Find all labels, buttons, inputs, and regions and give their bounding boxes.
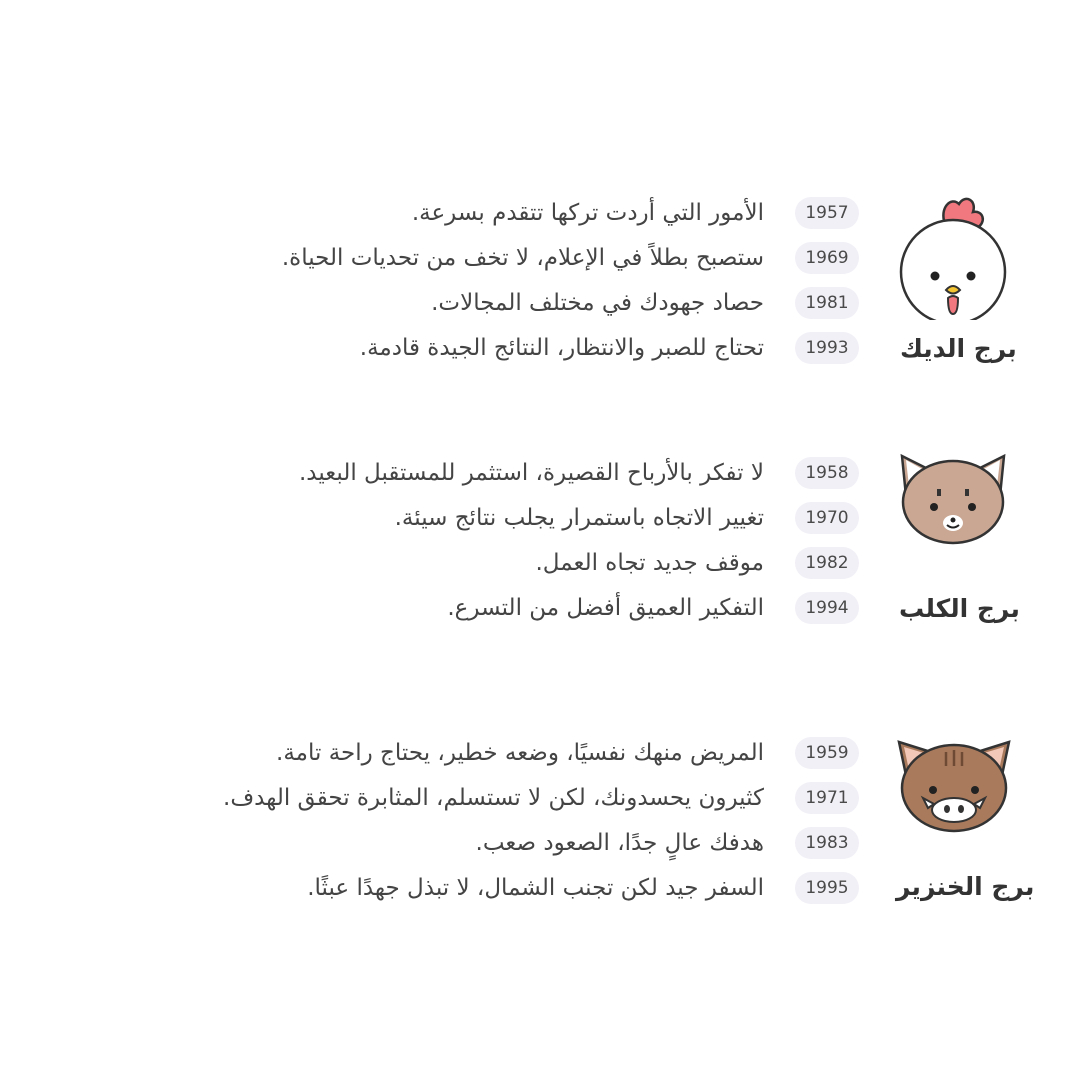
year-badge: 1983 [795,827,859,859]
fortune-text: حصاد جهودك في مختلف المجالات. [431,290,764,316]
sign-title-rooster: برج الديك [900,334,1017,363]
fortune-text: كثيرون يحسدونك، لكن لا تستسلم، المثابرة تحقق الهدف. [223,785,764,811]
list-item [0,502,1080,542]
list-item [0,457,1080,497]
sign-title-dog: برج الكلب [899,594,1020,623]
fortune-text: تحتاج للصبر والانتظار، النتائج الجيدة قادمة. [359,335,764,361]
year-badge: 1995 [795,872,859,904]
year-badge: 1971 [795,782,859,814]
sign-title-pig: برج الخنزير [896,872,1035,901]
fortune-text: موقف جديد تجاه العمل. [535,550,764,576]
list-item [0,242,1080,282]
list-item [0,287,1080,327]
year-badge: 1958 [795,457,859,489]
list-item [0,197,1080,237]
year-badge: 1970 [795,502,859,534]
year-badge: 1981 [795,287,859,319]
year-badge: 1993 [795,332,859,364]
year-badge: 1957 [795,197,859,229]
list-item [0,827,1080,867]
fortune-text: الأمور التي أردت تركها تتقدم بسرعة. [411,200,764,226]
fortune-text: السفر جيد لكن تجنب الشمال، لا تبذل جهدًا عبثًا. [307,875,764,901]
list-item [0,332,1080,372]
list-item [0,782,1080,822]
fortune-text: التفكير العميق أفضل من التسرع. [447,595,764,621]
list-item [0,737,1080,777]
year-badge: 1969 [795,242,859,274]
fortune-text: ستصبح بطلاً في الإعلام، لا تخف من تحديات الحياة. [281,245,764,271]
fortune-text: لا تفكر بالأرباح القصيرة، استثمر للمستقبل البعيد. [298,460,764,486]
year-badge: 1982 [795,547,859,579]
fortune-text: تغيير الاتجاه باستمرار يجلب نتائج سيئة. [394,505,764,531]
fortune-text: المريض منهك نفسيًا، وضعه خطير، يحتاج راحة تامة. [276,740,764,766]
list-item [0,872,1080,912]
fortune-text: هدفك عالٍ جدًا، الصعود صعب. [475,830,764,856]
list-item [0,592,1080,632]
year-badge: 1959 [795,737,859,769]
year-badge: 1994 [795,592,859,624]
list-item [0,547,1080,587]
